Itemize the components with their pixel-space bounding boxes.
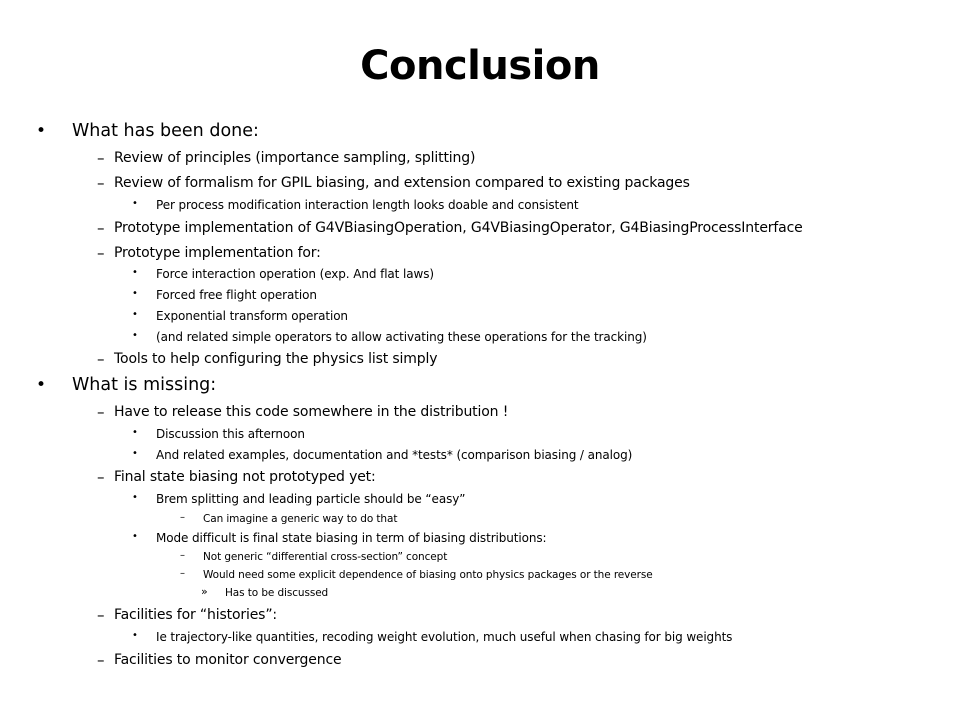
dash-marker: – xyxy=(97,350,105,368)
slide-title: Conclusion xyxy=(360,43,600,89)
dash-marker: – xyxy=(97,174,105,192)
bullet-marker: • xyxy=(132,198,138,209)
bullet-marker: • xyxy=(132,630,138,641)
dash-marker: – xyxy=(97,606,105,624)
list-item: Review of formalism for GPIL biasing, and extension compared to existing packages xyxy=(114,175,690,191)
raquo-marker: » xyxy=(201,585,208,598)
list-item: Prototype implementation for: xyxy=(114,245,321,261)
list-item: Final state biasing not prototyped yet: xyxy=(114,469,376,485)
list-item: Brem splitting and leading particle should be “easy” xyxy=(156,492,466,506)
bullet-marker: • xyxy=(132,427,138,438)
list-item: Ie trajectory-like quantities, recoding weight evolution, much useful when chasing for big weights xyxy=(156,630,733,644)
dash-marker: – xyxy=(97,219,105,237)
bullet-marker: • xyxy=(36,375,47,395)
bullet-marker: • xyxy=(132,448,138,459)
list-item: Facilities to monitor convergence xyxy=(114,652,342,668)
dash-marker: – xyxy=(180,512,185,523)
list-item: Not generic “differential cross-section” concept xyxy=(203,551,448,563)
list-item: Forced free flight operation xyxy=(156,288,317,302)
list-item: Exponential transform operation xyxy=(156,309,348,323)
bullet-marker: • xyxy=(132,531,138,542)
list-item: Force interaction operation (exp. And flat laws) xyxy=(156,267,434,281)
section-heading-missing: What is missing: xyxy=(72,375,217,395)
dash-marker: – xyxy=(97,403,105,421)
list-item: Prototype implementation of G4VBiasingOperation, G4VBiasingOperator, G4BiasingProcessInterface xyxy=(114,220,803,236)
list-item: Can imagine a generic way to do that xyxy=(203,513,398,525)
list-item: Discussion this afternoon xyxy=(156,427,305,441)
list-item: And related examples, documentation and *tests* (comparison biasing / analog) xyxy=(156,448,633,462)
bullet-marker: • xyxy=(132,492,138,503)
list-item: Mode difficult is final state biasing in term of biasing distributions: xyxy=(156,531,547,545)
bullet-marker: • xyxy=(132,288,138,299)
list-item: Facilities for “histories”: xyxy=(114,607,277,623)
dash-marker: – xyxy=(97,651,105,669)
dash-marker: – xyxy=(97,149,105,167)
section-heading-done: What has been done: xyxy=(72,121,259,141)
list-item: Have to release this code somewhere in the distribution ! xyxy=(114,404,509,420)
list-item: Per process modification interaction length looks doable and consistent xyxy=(156,198,579,212)
dash-marker: – xyxy=(97,468,105,486)
dash-marker: – xyxy=(180,568,185,579)
list-item: Tools to help configuring the physics list simply xyxy=(114,351,438,367)
list-item: Has to be discussed xyxy=(225,587,329,599)
bullet-marker: • xyxy=(132,330,138,341)
list-item: Review of principles (importance sampling, splitting) xyxy=(114,150,476,166)
list-item: Would need some explicit dependence of biasing onto physics packages or the reverse xyxy=(203,569,653,581)
dash-marker: – xyxy=(180,550,185,561)
dash-marker: – xyxy=(97,244,105,262)
bullet-marker: • xyxy=(36,121,47,141)
bullet-marker: • xyxy=(132,267,138,278)
list-item: (and related simple operators to allow activating these operations for the tracking) xyxy=(156,330,647,344)
bullet-marker: • xyxy=(132,309,138,320)
